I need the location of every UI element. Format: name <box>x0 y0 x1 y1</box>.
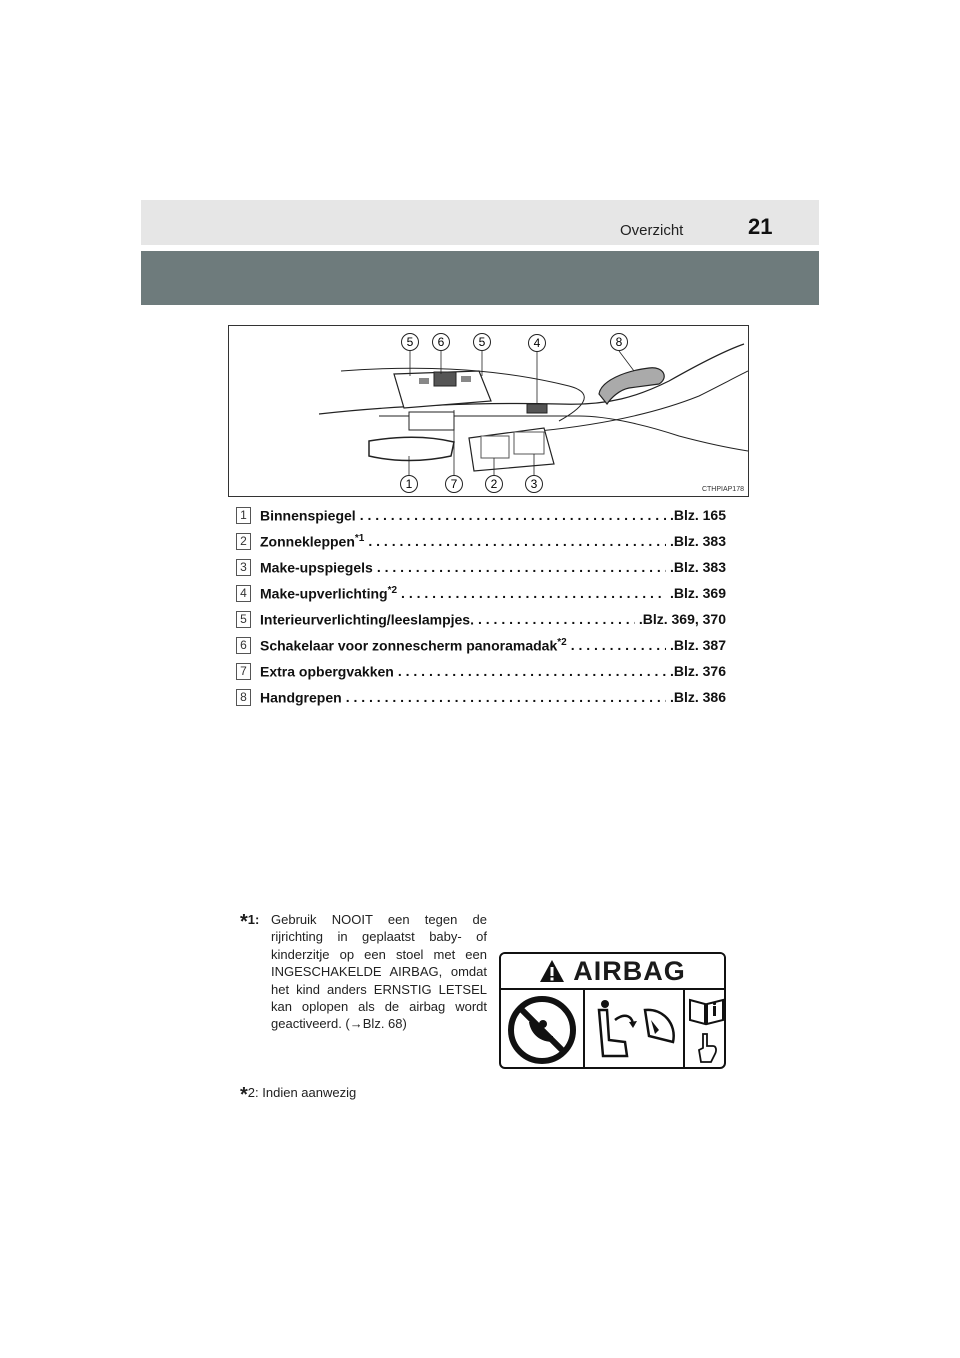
page-ref[interactable]: .Blz. 386 <box>669 689 726 705</box>
leader-dots <box>377 559 666 575</box>
vanity-mirror-left <box>481 436 509 458</box>
page-ref[interactable]: .Blz. 383 <box>669 533 726 549</box>
list-item <box>236 606 726 632</box>
airbag-label-word: AIRBAG <box>573 955 686 986</box>
figure-code: CTHPIAP178 <box>701 486 744 493</box>
leader-dots <box>346 689 666 705</box>
airbag-label-header <box>501 954 724 990</box>
footnote-2 <box>240 1084 356 1107</box>
item-number: 4 <box>236 585 251 602</box>
panoramic-roof-switch <box>434 372 456 386</box>
headliner-illustration <box>229 326 748 496</box>
leader-dots <box>360 507 666 523</box>
no-rear-facing-seat-panel <box>501 990 585 1069</box>
item-label: Binnenspiegel <box>260 507 356 524</box>
callout-5-right-text: 5 <box>478 335 486 349</box>
list-item <box>236 580 726 606</box>
item-number: 7 <box>236 663 251 680</box>
manual-info-icon <box>685 990 726 1069</box>
page-ref[interactable]: .Blz. 369 <box>669 585 726 601</box>
item-number: 2 <box>236 533 251 550</box>
chapter-band <box>141 251 819 305</box>
page-ref[interactable]: .Blz. 165 <box>669 507 726 523</box>
callout-3-text: 3 <box>530 477 538 491</box>
item-number: 3 <box>236 559 251 576</box>
item-label: Make-upspiegels <box>260 559 373 576</box>
leader-dots <box>368 533 666 549</box>
list-item <box>236 684 726 710</box>
read-manual-panel <box>685 990 726 1069</box>
reading-lamp-left <box>419 378 429 384</box>
no-child-seat-icon <box>501 990 583 1069</box>
list-item <box>236 632 726 658</box>
footnote-1-mark: *1: <box>240 911 260 933</box>
item-number: 5 <box>236 611 251 628</box>
list-item <box>236 658 726 684</box>
list-item <box>236 502 726 528</box>
vanity-mirror-right <box>514 432 544 454</box>
footnote-2-star: * <box>240 1084 248 1106</box>
list-item <box>236 554 726 580</box>
page-ref[interactable]: .Blz. 376 <box>669 663 726 679</box>
item-label: Handgrepen <box>260 689 342 706</box>
item-number: 1 <box>236 507 251 524</box>
leader-dots <box>401 585 666 601</box>
airbag-warning-label <box>499 952 726 1069</box>
footnote-1-text: Gebruik NOOIT een tegen de rijrichting in geplaatst baby- of kinderzitje op een stoel met een INGESCHAKELDE AIRBAG, omdat het kind anders ERNSTIG LETSEL kan oplopen als de airbag wordt geactiveerd. (→Blz. 68) <box>271 912 487 1032</box>
page-ref[interactable]: .Blz. 369, 370 <box>638 611 726 627</box>
callout-8-text: 8 <box>615 335 623 349</box>
footnote-2-text: 2: Indien aanwezig <box>247 1085 357 1100</box>
leader-dots <box>571 637 666 653</box>
airbag-label-panels <box>501 990 724 1069</box>
item-list <box>236 502 726 710</box>
page-number: 21 <box>748 214 773 239</box>
item-number: 6 <box>236 637 251 654</box>
rearview-mirror <box>369 437 454 460</box>
item-number: 8 <box>236 689 251 706</box>
leader-dots <box>478 611 635 627</box>
storage-compartment <box>409 412 454 430</box>
reading-lamp-right <box>461 376 471 382</box>
callout-1-text: 1 <box>405 477 413 491</box>
section-title: Overzicht <box>620 222 684 239</box>
warning-triangle-icon <box>539 959 565 983</box>
page-ref[interactable]: .Blz. 383 <box>669 559 726 575</box>
airbag-deploy-panel <box>585 990 685 1069</box>
callout-2-text: 2 <box>490 477 498 491</box>
grab-handle <box>599 368 664 404</box>
airbag-deploy-icon <box>585 990 683 1069</box>
leader-dots <box>398 663 666 679</box>
header-bar <box>141 200 819 245</box>
callout-4-text: 4 <box>533 336 541 350</box>
item-label: Interieurverlichting/leeslampjes. <box>260 611 474 628</box>
item-label: Schakelaar voor zonnescherm panoramadak$^{*2}$ <box>260 636 567 654</box>
list-item <box>236 528 726 554</box>
callout-6-text: 6 <box>437 335 445 349</box>
page-ref[interactable]: .Blz. 387 <box>669 637 726 653</box>
vanity-light <box>527 404 547 413</box>
item-label: Make-upverlichting$^{*2}$ <box>260 584 398 602</box>
overhead-console-figure <box>228 325 749 497</box>
item-label: Zonnekleppen$^{*1}$ <box>260 532 365 550</box>
footnote-1 <box>240 911 487 1033</box>
callout-7-text: 7 <box>450 477 458 491</box>
callout-5-left-text: 5 <box>406 335 414 349</box>
item-label: Extra opbergvakken <box>260 663 394 680</box>
